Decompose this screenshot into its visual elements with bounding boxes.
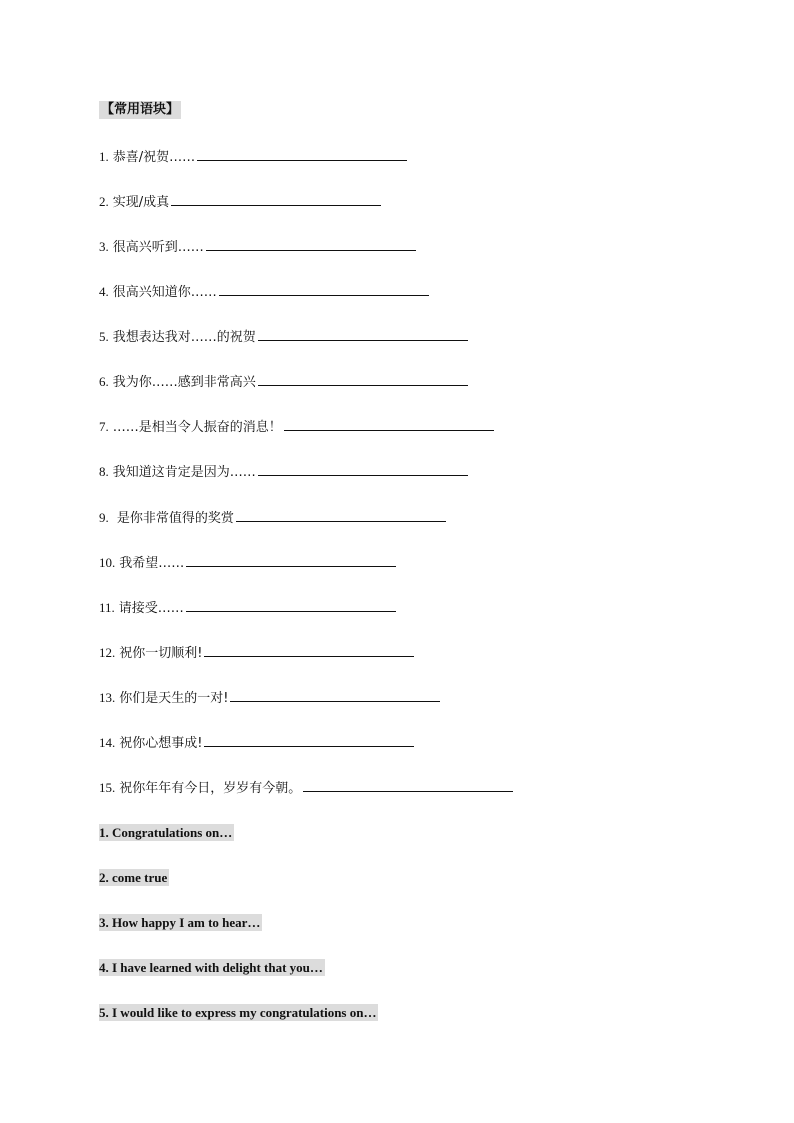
answer-line: 4. I have learned with delight that you… xyxy=(99,960,323,975)
answer-line: 1. Congratulations on… xyxy=(99,825,233,840)
item-text: 我为你……感到非常高兴 xyxy=(112,375,256,390)
item-number: 15. xyxy=(99,780,116,795)
phrase-item xyxy=(99,508,446,526)
answer-blank[interactable] xyxy=(219,282,429,296)
phrase-item xyxy=(99,327,468,345)
item-number: 1. xyxy=(99,149,109,164)
item-number: 3. xyxy=(99,239,109,254)
item-number: 8. xyxy=(99,464,109,479)
answer-blank[interactable] xyxy=(197,147,407,161)
item-text: 祝你一切顺利! xyxy=(119,646,203,661)
item-number: 2. xyxy=(99,194,109,209)
answer-blank[interactable] xyxy=(258,372,468,386)
item-text: 祝你年年有今日，岁岁有今朝。 xyxy=(119,781,302,796)
section-heading: 【常用语块】 xyxy=(101,102,180,117)
item-text: 祝你心想事成! xyxy=(119,736,203,751)
answer-blank[interactable] xyxy=(258,327,468,341)
answer-line: 5. I would like to express my congratulations on… xyxy=(99,1005,377,1020)
item-text: 我想表达我对……的祝贺 xyxy=(112,330,256,345)
answer-blank[interactable] xyxy=(206,237,416,251)
item-text: 我知道这肯定是因为…… xyxy=(112,465,256,480)
item-number: 10. xyxy=(99,555,116,570)
item-text: ……是相当令人振奋的消息！ xyxy=(112,420,282,435)
item-text: 你们是天生的一对! xyxy=(119,691,229,706)
answer-blank[interactable] xyxy=(303,778,513,792)
phrase-item xyxy=(99,733,414,751)
phrase-item xyxy=(99,553,396,571)
item-text: 实现/成真 xyxy=(112,195,170,210)
item-number: 12. xyxy=(99,645,116,660)
item-number: 5. xyxy=(99,329,109,344)
phrase-item xyxy=(99,417,494,435)
phrase-item xyxy=(99,688,440,706)
phrase-item xyxy=(99,237,416,255)
item-number: 4. xyxy=(99,284,109,299)
item-number: 9. xyxy=(99,510,109,525)
item-text: 我希望…… xyxy=(119,556,185,571)
item-text: 请接受…… xyxy=(118,601,184,616)
item-number: 14. xyxy=(99,735,116,750)
answer-blank[interactable] xyxy=(204,643,414,657)
answer-blank[interactable] xyxy=(258,462,468,476)
phrase-item xyxy=(99,598,396,616)
answer-blank[interactable] xyxy=(186,553,396,567)
item-text: 恭喜/祝贺…… xyxy=(112,150,196,165)
phrase-item xyxy=(99,372,468,390)
answer-blank[interactable] xyxy=(284,417,494,431)
answer-line: 2. come true xyxy=(99,870,168,885)
item-text: 很高兴知道你…… xyxy=(112,285,217,300)
phrase-item xyxy=(99,282,429,300)
item-number: 7. xyxy=(99,419,109,434)
item-text: 很高兴听到…… xyxy=(112,240,204,255)
answer-blank[interactable] xyxy=(186,598,396,612)
phrase-item xyxy=(99,147,407,165)
phrase-item xyxy=(99,778,513,796)
answer-blank[interactable] xyxy=(230,688,440,702)
phrase-item xyxy=(99,643,414,661)
answer-blank[interactable] xyxy=(236,508,446,522)
item-number: 6. xyxy=(99,374,109,389)
answer-line: 3. How happy I am to hear… xyxy=(99,915,261,930)
answer-blank[interactable] xyxy=(171,192,381,206)
phrase-item xyxy=(99,462,468,480)
item-number: 13. xyxy=(99,690,116,705)
answer-blank[interactable] xyxy=(204,733,414,747)
item-number: 11. xyxy=(99,600,115,615)
item-text: 是你非常值得的奖赏 xyxy=(112,511,234,526)
phrase-item xyxy=(99,192,381,210)
